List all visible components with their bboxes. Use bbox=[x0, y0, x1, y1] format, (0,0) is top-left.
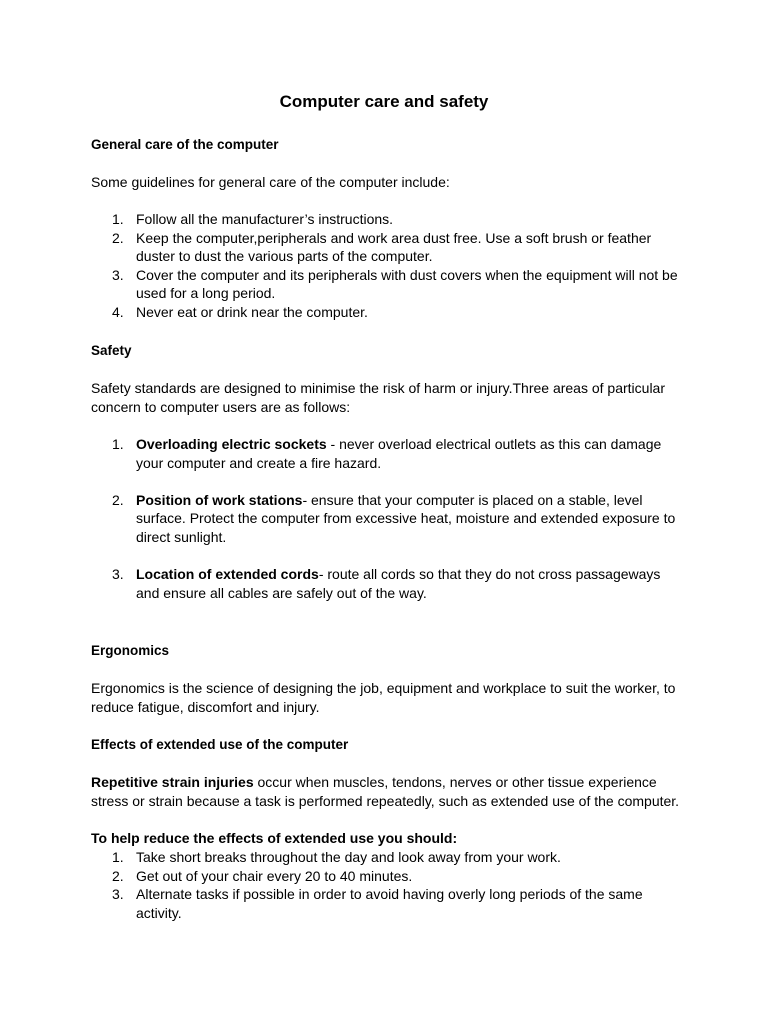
list-item-number: 3. bbox=[112, 886, 124, 903]
list-item-number: 4. bbox=[112, 303, 124, 320]
safety-heading: Safety bbox=[91, 343, 132, 358]
list-item-number: 3. bbox=[112, 566, 124, 583]
rsi-bold-term: Repetitive strain injuries bbox=[91, 774, 254, 790]
list-item bbox=[91, 491, 681, 547]
help-list bbox=[91, 848, 681, 922]
list-item-text: Get out of your chair every 20 to 40 minutes. bbox=[136, 867, 413, 884]
list-item-text: Cover the computer and its peripherals with dust covers when the equipment will not be used for a long period. bbox=[136, 266, 678, 302]
list-item-bold-term: Overloading electric sockets bbox=[136, 436, 327, 452]
general-care-list bbox=[91, 210, 681, 322]
effects-heading: Effects of extended use of the computer bbox=[91, 737, 349, 752]
list-item-text: Follow all the manufacturer’s instructions. bbox=[136, 211, 394, 227]
list-item-bold-term: Location of extended cords bbox=[136, 566, 319, 583]
safety-intro: Safety standards are designed to minimise the risk of harm or injury.Three areas of particular concern to computer users are as follows: bbox=[91, 380, 665, 415]
list-item bbox=[91, 435, 681, 472]
rsi-paragraph bbox=[91, 773, 681, 810]
list-item-text: - route all cords so that they do not cross passageways and ensure all cables are safely out of the way. bbox=[136, 566, 661, 601]
list-item-text: Take short breaks throughout the day and look away from your work. bbox=[136, 849, 561, 865]
list-item bbox=[91, 885, 681, 922]
list-item-number: 1. bbox=[112, 436, 124, 452]
ergonomics-heading: Ergonomics bbox=[91, 643, 170, 658]
list-item bbox=[91, 266, 681, 303]
list-item-number: 2. bbox=[112, 491, 124, 508]
list-item-text: - never overload electrical outlets as this can damage your computer and create a fire hazard. bbox=[136, 436, 662, 471]
list-item bbox=[91, 848, 681, 867]
ergonomics-text: Ergonomics is the science of designing the job, equipment and workplace to suit the worker, to reduce fatigue, discomfort and injury. bbox=[91, 680, 676, 715]
list-item-bold-term: Position of work stations bbox=[136, 491, 303, 508]
list-item-text: Keep the computer,peripherals and work area dust free. Use a soft brush or feather duster to dust the various parts of the computer. bbox=[136, 229, 652, 265]
safety-list bbox=[91, 435, 681, 602]
general-care-intro: Some guidelines for general care of the computer include: bbox=[91, 174, 450, 190]
list-item-text: - ensure that your computer is placed on a stable, level surface. Protect the computer from excessive heat, moisture and extended exposure to direct sunlight. bbox=[136, 491, 676, 545]
list-item bbox=[91, 303, 681, 322]
list-item bbox=[91, 565, 681, 602]
list-item bbox=[91, 210, 681, 229]
list-item bbox=[91, 867, 681, 886]
list-item-text: Never eat or drink near the computer. bbox=[136, 303, 368, 320]
list-item-number: 2. bbox=[112, 229, 124, 246]
page-title: Computer care and safety bbox=[279, 92, 489, 111]
list-item-number: 2. bbox=[112, 867, 124, 884]
help-heading: To help reduce the effects of extended use you should: bbox=[91, 830, 458, 846]
list-item-number: 1. bbox=[112, 849, 124, 865]
general-care-heading: General care of the computer bbox=[91, 137, 279, 152]
rsi-text: occur when muscles, tendons, nerves or other tissue experience stress or strain because a task is performed repeatedly, such as extended use of the computer. bbox=[91, 774, 680, 809]
list-item bbox=[91, 229, 681, 266]
list-item-number: 1. bbox=[112, 211, 124, 227]
list-item-number: 3. bbox=[112, 266, 124, 283]
list-item-text: Alternate tasks if possible in order to avoid having overly long periods of the same activity. bbox=[136, 886, 643, 921]
